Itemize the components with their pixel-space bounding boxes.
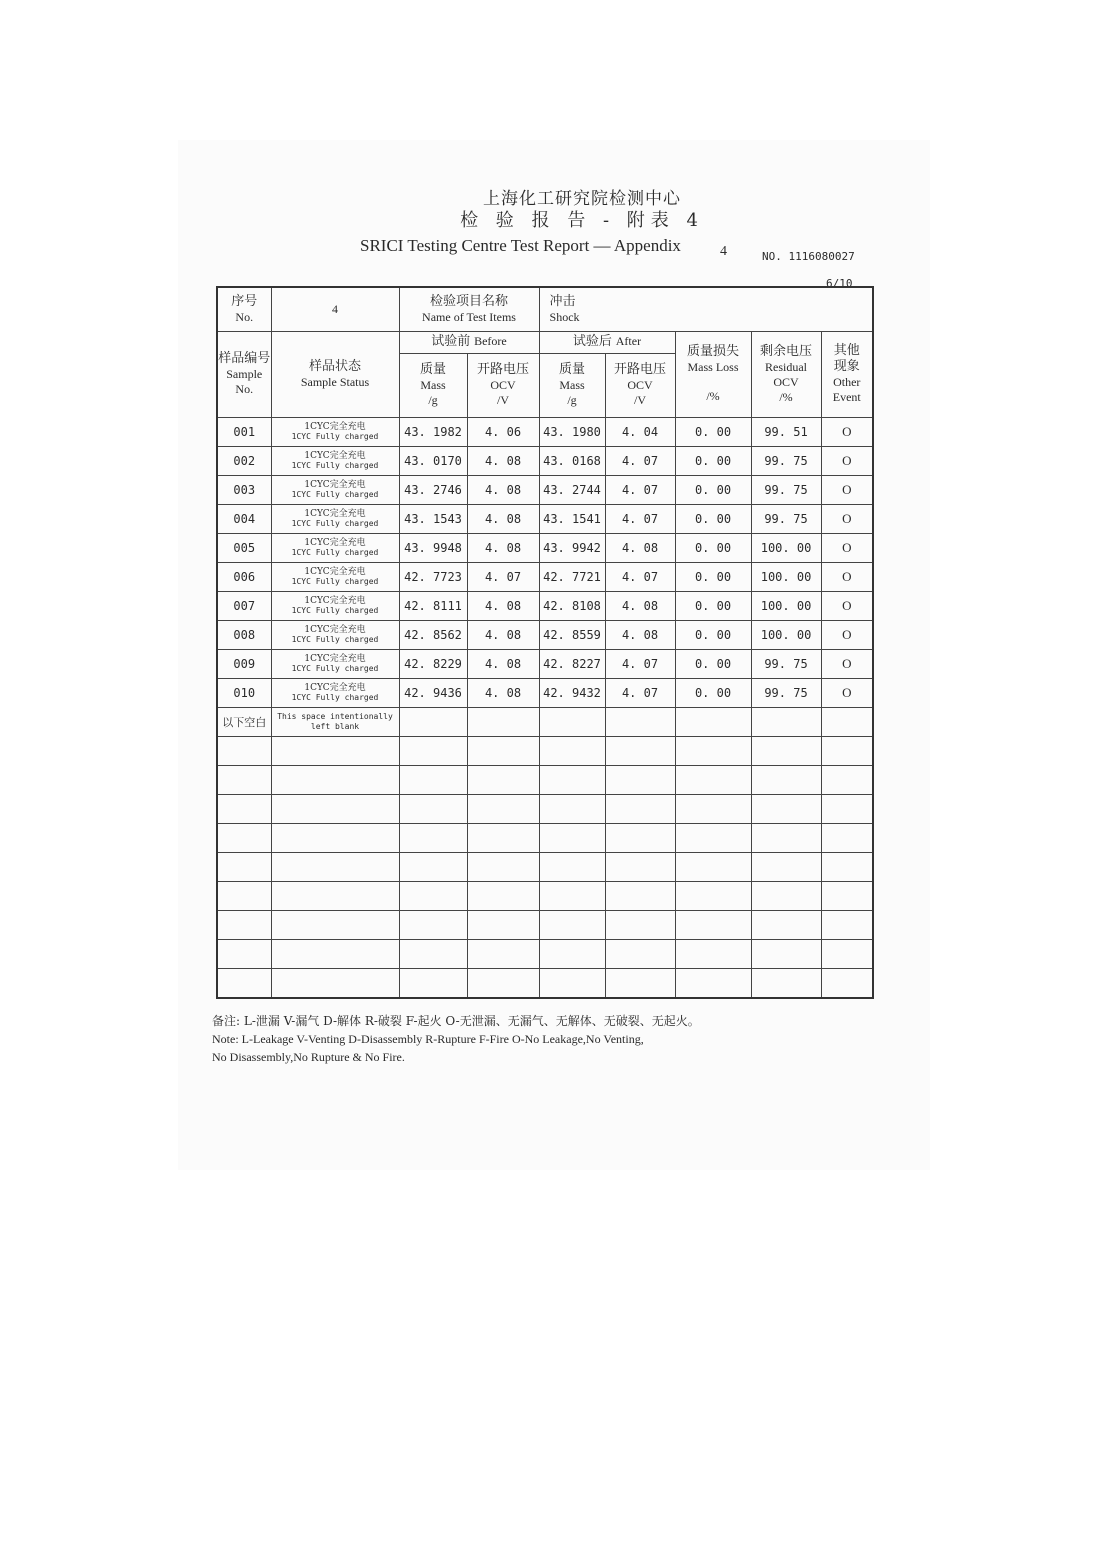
empty-cell [605,794,675,823]
empty-cell [605,939,675,968]
other-event-cell: O [821,446,873,475]
ocv-before-cell: 4. 08 [467,591,539,620]
notes [212,1012,852,1066]
empty-cell [399,852,467,881]
ocv-before-cell: 4. 08 [467,475,539,504]
ocv-before-cell: 4. 08 [467,446,539,475]
empty-cell [399,939,467,968]
mass-after-cell: 43. 2744 [539,475,605,504]
table-row [217,475,873,504]
mass-loss-cell: 0. 00 [675,475,751,504]
empty-cell [751,794,821,823]
empty-cell [751,968,821,998]
status-cell: 1CYC完全充电 1CYC Fully charged [271,475,399,504]
empty-row [217,823,873,852]
empty-cell [217,968,271,998]
mass-loss-cell: 0. 00 [675,417,751,446]
mass-before-cell: 42. 8229 [399,649,467,678]
other-event-cell: O [821,504,873,533]
empty-cell [821,765,873,794]
other-event-cell: O [821,620,873,649]
mass-before-cell: 43. 0170 [399,446,467,475]
org-title: 上海化工研究院检测中心 [483,189,681,209]
other-event-cell: O [821,649,873,678]
empty-cell [605,881,675,910]
report-number: NO. 1116080027 [762,250,855,263]
mass-after-cell: 43. 1541 [539,504,605,533]
report-title-en: SRICI Testing Centre Test Report — Appendix [360,236,681,255]
empty-cell [467,968,539,998]
other-event-cell: O [821,475,873,504]
table-row [217,562,873,591]
empty-cell [605,707,675,736]
residual-cell: 99. 75 [751,504,821,533]
status-cell: 1CYC完全充电 1CYC Fully charged [271,562,399,591]
mass-before-cell: 43. 1982 [399,417,467,446]
empty-cell [271,968,399,998]
empty-cell [467,910,539,939]
residual-cell: 99. 75 [751,649,821,678]
mass-loss-cell: 0. 00 [675,504,751,533]
empty-cell [271,794,399,823]
empty-cell [467,794,539,823]
sample-no-cell: 004 [217,504,271,533]
empty-cell [399,794,467,823]
test-name-cell: 冲击 Shock [539,287,873,331]
sample-no-cell: 009 [217,649,271,678]
appendix-number: 4 [720,244,727,259]
ocv-after-cell: 4. 08 [605,591,675,620]
results-table [216,286,874,999]
empty-cell [271,823,399,852]
empty-row [217,939,873,968]
other-event-cell: O [821,562,873,591]
mass-before-cell: 42. 8111 [399,591,467,620]
empty-cell [605,968,675,998]
empty-cell [605,765,675,794]
empty-cell [467,939,539,968]
empty-cell [399,765,467,794]
ocv-after-cell: 4. 07 [605,649,675,678]
mass-loss-header: 质量损失 Mass Loss /% [675,331,751,417]
empty-cell [751,736,821,765]
report-title-cn: 检 验 报 告 - 附表 4 [460,210,704,231]
empty-cell [217,881,271,910]
mass-loss-cell: 0. 00 [675,678,751,707]
empty-cell [751,852,821,881]
empty-cell [539,910,605,939]
empty-cell [539,765,605,794]
ocv-after-cell: 4. 04 [605,417,675,446]
status-cell: 1CYC完全充电 1CYC Fully charged [271,446,399,475]
table-row [217,678,873,707]
no-value-cell: 4 [271,287,399,331]
mass-before-cell: 42. 8562 [399,620,467,649]
sample-no-cell: 002 [217,446,271,475]
empty-cell [539,794,605,823]
empty-row [217,765,873,794]
empty-cell [675,881,751,910]
residual-cell: 100. 00 [751,620,821,649]
ocv-after-cell: 4. 07 [605,504,675,533]
empty-cell [821,881,873,910]
empty-cell [399,968,467,998]
other-event-cell: O [821,591,873,620]
empty-row [217,794,873,823]
empty-cell [399,736,467,765]
table-row [217,649,873,678]
ocv-after-cell: 4. 08 [605,533,675,562]
empty-cell [821,852,873,881]
empty-cell [539,968,605,998]
ocv-before-cell: 4. 08 [467,649,539,678]
status-cell: 1CYC完全充电 1CYC Fully charged [271,533,399,562]
blank-label-en: This space intentionally left blank [271,707,399,736]
mass-loss-cell: 0. 00 [675,446,751,475]
residual-cell: 100. 00 [751,533,821,562]
mass-before-cell: 43. 2746 [399,475,467,504]
empty-cell [751,707,821,736]
empty-cell [217,765,271,794]
empty-cell [271,765,399,794]
ocv-after-cell: 4. 07 [605,475,675,504]
mass-after-header: 质量 Mass /g [539,353,605,417]
empty-cell [751,910,821,939]
header-row-1 [217,331,873,353]
empty-cell [821,736,873,765]
empty-cell [271,852,399,881]
empty-row [217,910,873,939]
empty-cell [539,881,605,910]
empty-cell [217,794,271,823]
residual-cell: 99. 51 [751,417,821,446]
table-row [217,620,873,649]
after-header: 试验后 After [539,331,675,353]
status-cell: 1CYC完全充电 1CYC Fully charged [271,678,399,707]
empty-cell [751,939,821,968]
info-row [217,287,873,331]
ocv-after-cell: 4. 07 [605,678,675,707]
mass-after-cell: 42. 9432 [539,678,605,707]
sample-no-cell: 001 [217,417,271,446]
empty-cell [217,939,271,968]
empty-cell [605,910,675,939]
empty-cell [751,881,821,910]
empty-row [217,881,873,910]
empty-cell [217,736,271,765]
page-number: 6/10 [826,277,853,290]
no-label-cell: 序号 No. [217,287,271,331]
empty-cell [217,823,271,852]
status-cell: 1CYC完全充电 1CYC Fully charged [271,417,399,446]
empty-cell [821,910,873,939]
table-row [217,591,873,620]
test-items-label-cell: 检验项目名称 Name of Test Items [399,287,539,331]
ocv-before-cell: 4. 07 [467,562,539,591]
empty-cell [675,794,751,823]
empty-cell [751,765,821,794]
empty-row [217,736,873,765]
empty-cell [821,794,873,823]
residual-cell: 99. 75 [751,446,821,475]
status-cell: 1CYC完全充电 1CYC Fully charged [271,649,399,678]
other-event-cell: O [821,678,873,707]
empty-cell [605,823,675,852]
empty-cell [467,881,539,910]
empty-cell [821,707,873,736]
empty-cell [399,707,467,736]
empty-row [217,968,873,998]
empty-cell [217,910,271,939]
mass-loss-cell: 0. 00 [675,649,751,678]
empty-cell [271,939,399,968]
empty-cell [271,910,399,939]
table-row [217,417,873,446]
empty-cell [467,823,539,852]
mass-loss-cell: 0. 00 [675,562,751,591]
sample-no-cell: 007 [217,591,271,620]
residual-cell: 100. 00 [751,562,821,591]
note-en-line2: No Disassembly,No Rupture & No Fire. [212,1050,405,1064]
ocv-after-cell: 4. 08 [605,620,675,649]
empty-cell [467,765,539,794]
empty-cell [467,707,539,736]
blank-label-cn: 以下空白 [217,707,271,736]
ocv-before-header: 开路电压 OCV /V [467,353,539,417]
mass-before-cell: 42. 9436 [399,678,467,707]
mass-before-cell: 42. 7723 [399,562,467,591]
empty-cell [675,765,751,794]
residual-cell: 99. 75 [751,475,821,504]
note-cn: 备注: L-泄漏 V-漏气 D-解体 R-破裂 F-起火 O-无泄漏、无漏气、无解体、无破裂、无起火。 [212,1014,700,1028]
residual-header: 剩余电压 Residual OCV /% [751,331,821,417]
empty-cell [675,968,751,998]
empty-cell [399,881,467,910]
mass-after-cell: 43. 0168 [539,446,605,475]
table-row [217,504,873,533]
ocv-after-cell: 4. 07 [605,562,675,591]
ocv-before-cell: 4. 08 [467,533,539,562]
other-event-cell: O [821,533,873,562]
empty-cell [821,823,873,852]
empty-cell [467,736,539,765]
ocv-after-header: 开路电压 OCV /V [605,353,675,417]
empty-cell [271,736,399,765]
residual-cell: 100. 00 [751,591,821,620]
empty-cell [539,939,605,968]
mass-loss-cell: 0. 00 [675,620,751,649]
mass-loss-cell: 0. 00 [675,533,751,562]
sample-no-header: 样品编号 Sample No. [217,331,271,417]
status-cell: 1CYC完全充电 1CYC Fully charged [271,504,399,533]
mass-before-cell: 43. 1543 [399,504,467,533]
empty-cell [539,707,605,736]
note-en-line1: Note: L-Leakage V-Venting D-Disassembly R-Rupture F-Fire O-No Leakage,No Venting, [212,1032,644,1046]
mass-after-cell: 43. 1980 [539,417,605,446]
sample-no-cell: 010 [217,678,271,707]
mass-before-cell: 43. 9948 [399,533,467,562]
residual-cell: 99. 75 [751,678,821,707]
empty-cell [467,852,539,881]
empty-cell [675,736,751,765]
empty-cell [271,881,399,910]
empty-cell [675,707,751,736]
sample-no-cell: 006 [217,562,271,591]
empty-cell [821,939,873,968]
empty-cell [675,852,751,881]
mass-after-cell: 42. 8227 [539,649,605,678]
blank-marker-row [217,707,873,736]
ocv-before-cell: 4. 08 [467,620,539,649]
empty-cell [399,910,467,939]
empty-cell [675,939,751,968]
other-event-cell: O [821,417,873,446]
mass-loss-cell: 0. 00 [675,591,751,620]
status-cell: 1CYC完全充电 1CYC Fully charged [271,620,399,649]
empty-row [217,852,873,881]
ocv-before-cell: 4. 06 [467,417,539,446]
empty-cell [217,852,271,881]
empty-cell [399,823,467,852]
empty-cell [675,823,751,852]
table-row [217,533,873,562]
ocv-after-cell: 4. 07 [605,446,675,475]
sample-no-cell: 005 [217,533,271,562]
empty-cell [751,823,821,852]
empty-cell [539,736,605,765]
sample-no-cell: 003 [217,475,271,504]
empty-cell [821,968,873,998]
other-event-header: 其他现象 Other Event [821,331,873,417]
mass-after-cell: 42. 8108 [539,591,605,620]
empty-cell [605,736,675,765]
mass-after-cell: 42. 8559 [539,620,605,649]
before-header: 试验前 Before [399,331,539,353]
empty-cell [675,910,751,939]
empty-cell [539,852,605,881]
empty-cell [539,823,605,852]
mass-after-cell: 42. 7721 [539,562,605,591]
ocv-before-cell: 4. 08 [467,678,539,707]
status-cell: 1CYC完全充电 1CYC Fully charged [271,591,399,620]
mass-after-cell: 43. 9942 [539,533,605,562]
sample-no-cell: 008 [217,620,271,649]
table-row [217,446,873,475]
status-header: 样品状态 Sample Status [271,331,399,417]
ocv-before-cell: 4. 08 [467,504,539,533]
empty-cell [605,852,675,881]
mass-before-header: 质量 Mass /g [399,353,467,417]
